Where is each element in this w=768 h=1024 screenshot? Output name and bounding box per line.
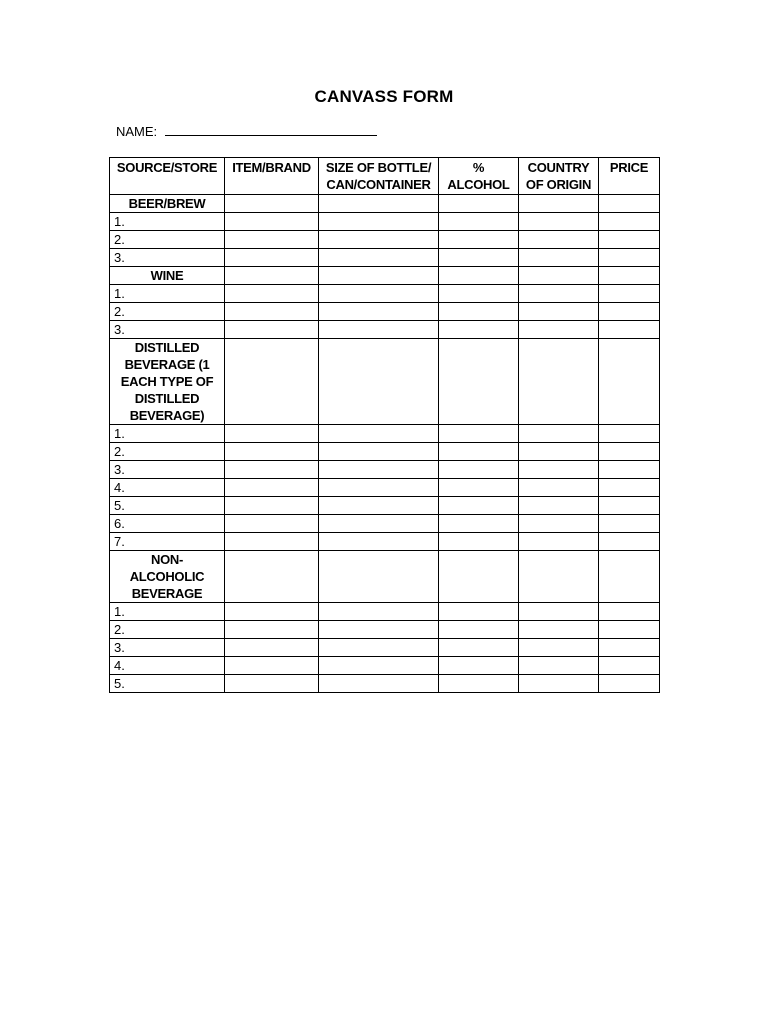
table-cell[interactable] (439, 285, 519, 303)
row-number[interactable]: 1. (110, 425, 225, 443)
table-cell[interactable] (599, 621, 660, 639)
row-number[interactable]: 1. (110, 603, 225, 621)
table-cell[interactable] (319, 621, 439, 639)
table-cell[interactable] (225, 249, 319, 267)
table-cell[interactable] (599, 533, 660, 551)
row-number[interactable]: 5. (110, 675, 225, 693)
table-cell[interactable] (599, 321, 660, 339)
table-cell[interactable] (599, 551, 660, 603)
table-cell[interactable] (225, 425, 319, 443)
table-row (110, 515, 660, 533)
table-cell[interactable] (319, 675, 439, 693)
table-cell[interactable] (439, 303, 519, 321)
table-cell[interactable] (519, 515, 599, 533)
table-cell[interactable] (439, 195, 519, 213)
table-cell[interactable] (519, 249, 599, 267)
table-cell[interactable] (225, 657, 319, 675)
table-cell[interactable] (439, 231, 519, 249)
table-cell[interactable] (519, 479, 599, 497)
col-header-source: SOURCE/STORE (110, 158, 225, 195)
row-number[interactable]: 2. (110, 621, 225, 639)
table-row (110, 497, 660, 515)
table-cell[interactable] (599, 231, 660, 249)
table-cell[interactable] (519, 195, 599, 213)
table-cell[interactable] (319, 285, 439, 303)
table-row (110, 657, 660, 675)
table-cell[interactable] (599, 657, 660, 675)
table-row (110, 425, 660, 443)
section-label: WINE (110, 267, 225, 285)
row-number[interactable]: 3. (110, 249, 225, 267)
table-cell[interactable] (599, 195, 660, 213)
section-label: BEER/BREW (110, 195, 225, 213)
name-label: NAME: (116, 124, 158, 139)
table-cell[interactable] (439, 321, 519, 339)
table-row (110, 213, 660, 231)
table-cell[interactable] (519, 231, 599, 249)
table-cell[interactable] (225, 551, 319, 603)
table-cell[interactable] (519, 303, 599, 321)
table-cell[interactable] (599, 267, 660, 285)
table-cell[interactable] (225, 621, 319, 639)
table-cell[interactable] (439, 425, 519, 443)
table-cell[interactable] (319, 479, 439, 497)
table-cell[interactable] (225, 497, 319, 515)
row-number[interactable]: 6. (110, 515, 225, 533)
table-cell[interactable] (519, 339, 599, 425)
table-cell[interactable] (439, 339, 519, 425)
table-row (110, 603, 660, 621)
table-cell[interactable] (319, 443, 439, 461)
table-cell[interactable] (599, 285, 660, 303)
table-cell[interactable] (599, 675, 660, 693)
table-row (110, 675, 660, 693)
table-cell[interactable] (319, 249, 439, 267)
table-cell[interactable] (439, 551, 519, 603)
table-cell[interactable] (319, 231, 439, 249)
table-cell[interactable] (439, 497, 519, 515)
table-cell[interactable] (519, 621, 599, 639)
row-number[interactable]: 3. (110, 639, 225, 657)
col-header-country: COUNTRY OF ORIGIN (519, 158, 599, 195)
table-cell[interactable] (519, 321, 599, 339)
table-cell[interactable] (225, 533, 319, 551)
row-number[interactable]: 2. (110, 443, 225, 461)
table-cell[interactable] (599, 249, 660, 267)
row-number[interactable]: 4. (110, 657, 225, 675)
table-row (110, 443, 660, 461)
table-cell[interactable] (225, 479, 319, 497)
col-header-price: PRICE (599, 158, 660, 195)
table-cell[interactable] (319, 303, 439, 321)
table-cell[interactable] (225, 603, 319, 621)
table-cell[interactable] (599, 497, 660, 515)
table-cell[interactable] (319, 425, 439, 443)
table-cell[interactable] (225, 339, 319, 425)
table-cell[interactable] (439, 267, 519, 285)
table-cell[interactable] (599, 303, 660, 321)
table-body (110, 195, 660, 693)
table-cell[interactable] (439, 603, 519, 621)
form-title: CANVASS FORM (314, 87, 454, 106)
table-row (110, 639, 660, 657)
table-row (110, 621, 660, 639)
table-cell[interactable] (225, 267, 319, 285)
table-cell[interactable] (519, 425, 599, 443)
table-cell[interactable] (519, 551, 599, 603)
section-row (110, 267, 660, 285)
table-cell[interactable] (319, 195, 439, 213)
table-cell[interactable] (599, 479, 660, 497)
table-cell[interactable] (519, 267, 599, 285)
table-cell[interactable] (439, 675, 519, 693)
table-cell[interactable] (519, 213, 599, 231)
table-cell[interactable] (519, 461, 599, 479)
table-cell[interactable] (519, 639, 599, 657)
table-cell[interactable] (319, 603, 439, 621)
table-cell[interactable] (225, 461, 319, 479)
table-cell[interactable] (599, 461, 660, 479)
table-cell[interactable] (319, 339, 439, 425)
table-cell[interactable] (319, 321, 439, 339)
table-cell[interactable] (519, 675, 599, 693)
table-cell[interactable] (439, 213, 519, 231)
name-line (116, 123, 377, 139)
col-header-item: ITEM/BRAND (225, 158, 319, 195)
row-number[interactable]: 3. (110, 321, 225, 339)
table-cell[interactable] (599, 425, 660, 443)
row-number[interactable]: 4. (110, 479, 225, 497)
table-row (110, 533, 660, 551)
table-cell[interactable] (439, 533, 519, 551)
table-cell[interactable] (319, 515, 439, 533)
table-row (110, 461, 660, 479)
table-cell[interactable] (225, 443, 319, 461)
table-cell[interactable] (519, 497, 599, 515)
table-cell[interactable] (519, 533, 599, 551)
table-cell[interactable] (225, 515, 319, 533)
table-cell[interactable] (599, 339, 660, 425)
table-cell[interactable] (599, 603, 660, 621)
table-cell[interactable] (319, 213, 439, 231)
row-number[interactable]: 2. (110, 231, 225, 249)
table-cell[interactable] (439, 515, 519, 533)
section-row (110, 339, 660, 425)
table-cell[interactable] (225, 285, 319, 303)
table-cell[interactable] (439, 479, 519, 497)
table-cell[interactable] (599, 443, 660, 461)
table-cell[interactable] (319, 267, 439, 285)
table-cell[interactable] (439, 461, 519, 479)
table-cell[interactable] (599, 213, 660, 231)
table-cell[interactable] (225, 213, 319, 231)
header-row (110, 158, 660, 195)
table-cell[interactable] (225, 675, 319, 693)
table-cell[interactable] (439, 443, 519, 461)
table-cell[interactable] (599, 639, 660, 657)
name-blank[interactable] (165, 123, 377, 136)
table-cell[interactable] (439, 621, 519, 639)
table-cell[interactable] (519, 443, 599, 461)
col-header-alcohol: % ALCOHOL (439, 158, 519, 195)
table-cell[interactable] (319, 533, 439, 551)
section-row (110, 551, 660, 603)
table-cell[interactable] (319, 461, 439, 479)
table-cell[interactable] (599, 515, 660, 533)
table-row (110, 231, 660, 249)
table-row (110, 285, 660, 303)
row-number[interactable]: 2. (110, 303, 225, 321)
section-row (110, 195, 660, 213)
table-row (110, 479, 660, 497)
table-row (110, 249, 660, 267)
row-number[interactable]: 5. (110, 497, 225, 515)
table-cell[interactable] (225, 639, 319, 657)
table-cell[interactable] (225, 321, 319, 339)
section-label: DISTILLED BEVERAGE (1 EACH TYPE OF DISTILLED BEVERAGE) (110, 339, 225, 425)
row-number[interactable]: 7. (110, 533, 225, 551)
table-cell[interactable] (319, 551, 439, 603)
table-cell[interactable] (439, 657, 519, 675)
table-cell[interactable] (519, 657, 599, 675)
table-cell[interactable] (519, 603, 599, 621)
col-header-size: SIZE OF BOTTLE/ CAN/CONTAINER (319, 158, 439, 195)
table-row (110, 321, 660, 339)
section-label: NON-ALCOHOLIC BEVERAGE (110, 551, 225, 603)
table-cell[interactable] (519, 285, 599, 303)
row-number[interactable]: 3. (110, 461, 225, 479)
table-cell[interactable] (319, 639, 439, 657)
table-cell[interactable] (439, 249, 519, 267)
table-cell[interactable] (439, 639, 519, 657)
row-number[interactable]: 1. (110, 285, 225, 303)
table-cell[interactable] (319, 657, 439, 675)
row-number[interactable]: 1. (110, 213, 225, 231)
canvass-table (109, 157, 660, 693)
table-cell[interactable] (225, 195, 319, 213)
table-cell[interactable] (225, 231, 319, 249)
table-cell[interactable] (319, 497, 439, 515)
table-cell[interactable] (225, 303, 319, 321)
table-row (110, 303, 660, 321)
